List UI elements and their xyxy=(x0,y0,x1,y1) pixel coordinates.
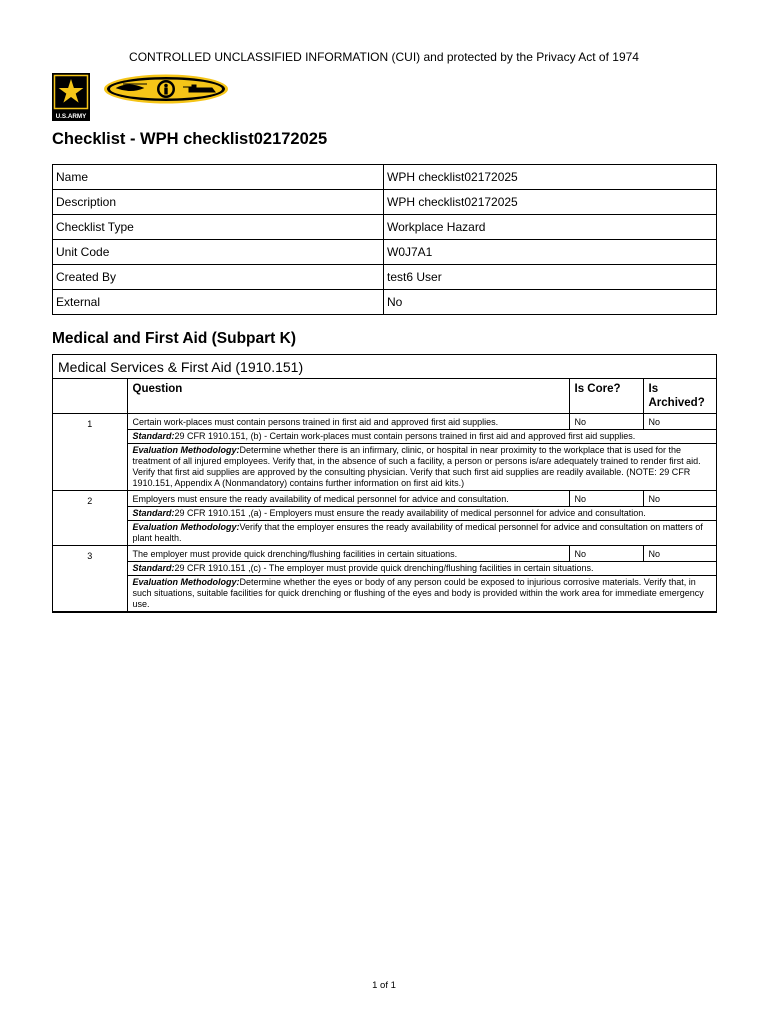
standard-row xyxy=(53,507,716,521)
info-row xyxy=(53,165,717,190)
questions-table xyxy=(53,379,716,612)
info-value: WPH checklist02172025 xyxy=(384,190,717,215)
question-text: Certain work-places must contain persons trained in first aid and approved first aid supplies. xyxy=(127,414,569,430)
info-row xyxy=(53,265,717,290)
column-header-row xyxy=(53,379,716,414)
is-core-value: No xyxy=(569,546,643,562)
info-row xyxy=(53,240,717,265)
question-number: 1 xyxy=(53,414,127,491)
info-label: Created By xyxy=(53,265,384,290)
evaluation-cell xyxy=(127,521,716,546)
standard-row xyxy=(53,562,716,576)
evaluation-text: Determine whether there is an infirmary, clinic, or hospital in near proximity to the workplace that is used for the treatment of all injured employees. Verify that, in the absence of such a facility, a person or persons is/are adequately trained to render first aid. Verify that first aid supplies are approved by the consulting physician. Verify that such first aid supplies are readily available. (NOTE: 29 CFR 1910.151, Appendix A (Nonmandatory) contains further information on first aid kits.) xyxy=(132,445,701,488)
info-label: External xyxy=(53,290,384,315)
evaluation-label: Evaluation Methodology: xyxy=(132,577,240,587)
is-archived-value: No xyxy=(643,414,716,430)
info-row xyxy=(53,290,717,315)
info-value: No xyxy=(384,290,717,315)
section-title: Medical and First Aid (Subpart K) xyxy=(52,330,296,347)
column-header-is-archived: Is Archived? xyxy=(643,379,716,414)
info-row xyxy=(53,190,717,215)
page-title: Checklist - WPH checklist02172025 xyxy=(52,130,328,148)
checklist-info-table xyxy=(52,164,717,315)
evaluation-label: Evaluation Methodology: xyxy=(132,522,240,532)
army-star-logo xyxy=(52,73,90,121)
questions-block xyxy=(52,354,717,613)
question-number: 3 xyxy=(53,546,127,612)
evaluation-text: Verify that the employer ensures the ready availability of medical personnel for advice and consultation on matters of plant health. xyxy=(132,522,703,543)
standard-text: 29 CFR 1910.151, (b) - Certain work-places must contain persons trained in first aid and approved first aid supplies. xyxy=(174,431,636,441)
question-text: Employers must ensure the ready availability of medical personnel for advice and consultation. xyxy=(127,491,569,507)
standard-cell xyxy=(127,507,716,521)
evaluation-cell xyxy=(127,576,716,612)
page-number: 1 of 1 xyxy=(372,980,396,991)
info-label: Description xyxy=(53,190,384,215)
evaluation-row xyxy=(53,576,716,612)
evaluation-row xyxy=(53,521,716,546)
info-value: WPH checklist02172025 xyxy=(384,165,717,190)
subsection-title: Medical Services & First Aid (1910.151) xyxy=(53,355,716,379)
is-archived-value: No xyxy=(643,546,716,562)
evaluation-label: Evaluation Methodology: xyxy=(132,445,240,455)
is-core-value: No xyxy=(569,491,643,507)
standard-label: Standard: xyxy=(132,508,175,518)
info-value: W0J7A1 xyxy=(384,240,717,265)
question-row xyxy=(53,414,716,430)
standard-cell xyxy=(127,430,716,444)
info-value: Workplace Hazard xyxy=(384,215,717,240)
standard-label: Standard: xyxy=(132,431,175,441)
cui-banner: CONTROLLED UNCLASSIFIED INFORMATION (CUI) and protected by the Privacy Act of 1974 xyxy=(129,50,639,64)
standard-cell xyxy=(127,562,716,576)
evaluation-row xyxy=(53,444,716,491)
is-archived-value: No xyxy=(643,491,716,507)
info-row xyxy=(53,215,717,240)
army-wordmark: U.S.ARMY xyxy=(55,113,87,120)
is-core-value: No xyxy=(569,414,643,430)
column-header-is-core: Is Core? xyxy=(569,379,643,414)
army-oval-emblem xyxy=(103,74,229,104)
info-value: test6 User xyxy=(384,265,717,290)
info-label: Name xyxy=(53,165,384,190)
standard-text: 29 CFR 1910.151 ,(a) - Employers must ensure the ready availability of medical personnel for advice and consultation. xyxy=(174,508,646,518)
question-row xyxy=(53,546,716,562)
info-label: Checklist Type xyxy=(53,215,384,240)
column-header-question: Question xyxy=(127,379,569,414)
question-row xyxy=(53,491,716,507)
evaluation-text: Determine whether the eyes or body of any person could be exposed to injurious corrosive materials. Verify that, in such situations, suitable facilities for quick drenching or flushing of the eyes and body is provided within the work area for immediate emergency use. xyxy=(132,577,704,609)
question-text: The employer must provide quick drenching/flushing facilities in certain situations. xyxy=(127,546,569,562)
question-number: 2 xyxy=(53,491,127,546)
info-label: Unit Code xyxy=(53,240,384,265)
column-header-number xyxy=(53,379,127,414)
standard-text: 29 CFR 1910.151 ,(c) - The employer must provide quick drenching/flushing facilities in certain situations. xyxy=(174,563,594,573)
standard-label: Standard: xyxy=(132,563,175,573)
evaluation-cell xyxy=(127,444,716,491)
standard-row xyxy=(53,430,716,444)
